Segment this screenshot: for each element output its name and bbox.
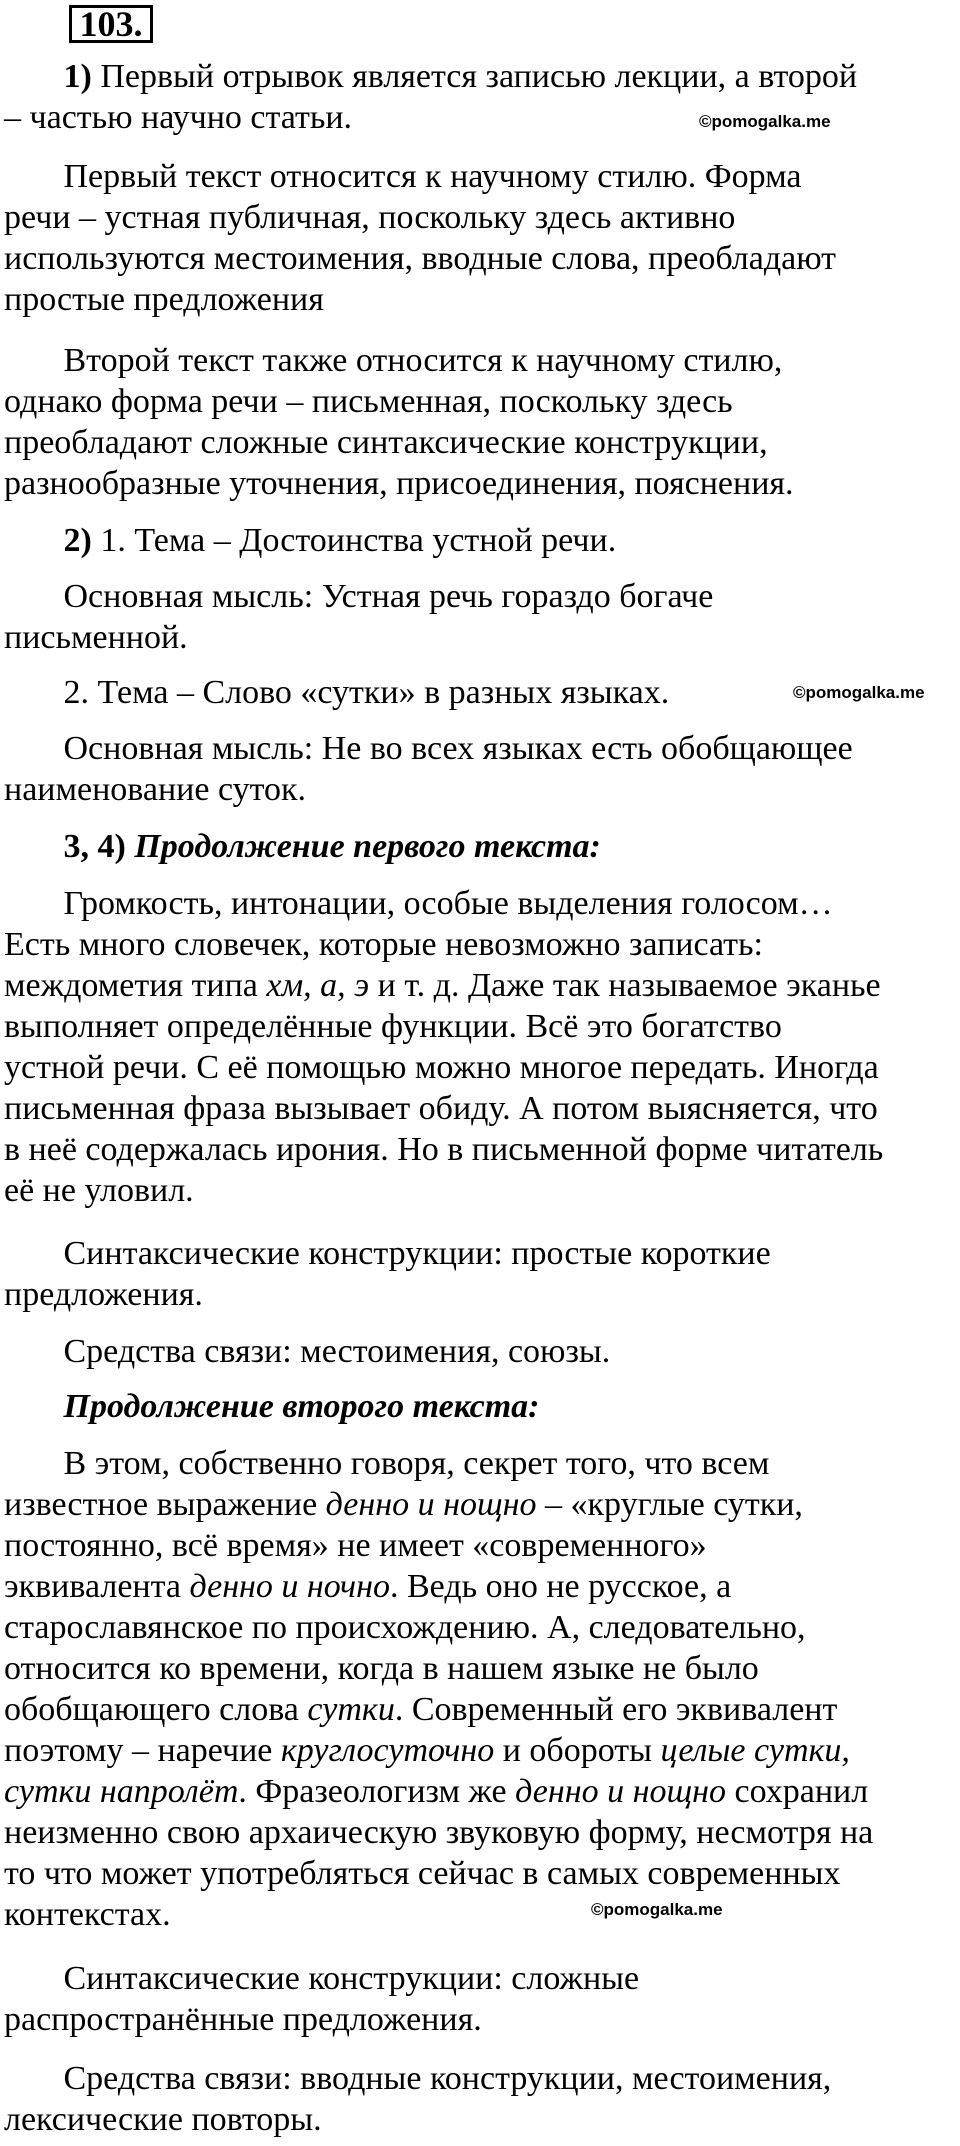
paragraph-13-text: – «круглые сутки, постоянно, всё время» не имеет «современного» эквивалента (4, 1486, 803, 1605)
paragraph-13-italic: круглосуточно (280, 1732, 495, 1769)
paragraph-14 (4, 1958, 956, 2040)
paragraph-15-text: Средства связи: вводные конструкции, местоимения, лексические повторы. (4, 2060, 832, 2138)
paragraph-10 (4, 1233, 956, 1315)
paragraph-9-italic: хм, а, э (266, 967, 370, 1004)
paragraph-13-text: В этом, собственно говоря, секрет того, что всем известное выражение (4, 1445, 770, 1523)
watermark: ©pomogalka.me (591, 1900, 723, 1919)
paragraph-3-text: Второй текст также относится к научному стилю, однако форма речи – письменная, поскольку здесь преобладают сложные синтаксические конструкции, разнообразные уточнения, присоединения, пояснения. (4, 342, 794, 502)
answer-marker-1: 1) (63, 58, 92, 95)
paragraph-13 (4, 1443, 956, 1935)
paragraph-13-italic: целые сутки, сутки напролёт (4, 1732, 850, 1810)
answer-marker-3: 3, 4) (63, 828, 126, 865)
paragraph-13-text: . Современный его эквивалент поэтому – наречие (4, 1691, 838, 1769)
paragraph-15 (4, 2058, 956, 2140)
paragraph-8 (4, 826, 956, 867)
answer-marker-2: 2) (63, 522, 92, 559)
paragraph-13-text: сохранил неизменно свою архаическую звуковую форму, несмотря на то что может употребляться сейчас в самых современных контекстах. (4, 1773, 874, 1933)
paragraph-9 (4, 883, 956, 1211)
paragraph-9-text: Громкость, интонации, особые выделения голосом… Есть много словечек, которые невозможно записать: междометия типа (4, 885, 833, 1004)
exercise-number: 103. (69, 5, 153, 43)
section-heading-1: Продолжение первого текста: (134, 828, 601, 865)
paragraph-11-text: Средства связи: местоимения, союзы. (63, 1333, 611, 1370)
paragraph-11 (4, 1331, 956, 1372)
paragraph-1-text: Первый отрывок является записью лекции, а второй – частью научно статьи. (4, 58, 858, 136)
paragraph-5-text: Основная мысль: Устная речь гораздо богаче письменной. (4, 578, 714, 656)
paragraph-10-text: Синтаксические конструкции: простые короткие предложения. (4, 1235, 771, 1313)
watermark: ©pomogalka.me (699, 112, 831, 131)
paragraph-13-italic: денно и нощно (515, 1773, 726, 1810)
paragraph-3 (4, 340, 956, 504)
watermark: ©pomogalka.me (793, 683, 925, 702)
paragraph-6-text: 2. Тема – Слово «сутки» в разных языках. (63, 674, 670, 711)
paragraph-4 (4, 520, 956, 561)
paragraph-7 (4, 728, 956, 810)
paragraph-5 (4, 576, 956, 658)
paragraph-13-italic: денно и ночно (189, 1568, 390, 1605)
paragraph-14-text: Синтаксические конструкции: сложные распространённые предложения. (4, 1960, 640, 2038)
paragraph-13-text: и обороты (494, 1732, 661, 1769)
paragraph-7-text: Основная мысль: Не во всех языках есть обобщающее наименование суток. (4, 730, 853, 808)
paragraph-13-text: . Фразеологизм же (238, 1773, 516, 1810)
paragraph-9-text: и т. д. Даже так называемое эканье выполняет определённые функции. Всё это богатство устной речи. С её помощью можно многое передать. Иногда письменная фраза вызывает обиду. А потом выясняется, что в неё содержалась ирония. Но в письменной форме читатель её не уловил. (4, 967, 884, 1209)
paragraph-2 (4, 156, 956, 320)
paragraph-2-text: Первый текст относится к научному стилю. Форма речи – устная публичная, поскольку здесь активно используются местоимения, вводные слова, преобладают простые предложения (4, 158, 837, 318)
paragraph-13-italic: сутки (307, 1691, 395, 1728)
paragraph-4-text: 1. Тема – Достоинства устной речи. (91, 522, 617, 559)
paragraph-13-italic: денно и нощно (325, 1486, 537, 1523)
paragraph-13-text: . Ведь оно не русское, а старославянское по происхождению. А, следовательно, относится ко времени, когда в нашем языке не было обобщающего слова (4, 1568, 806, 1728)
section-heading-2: Продолжение второго текста: (63, 1388, 540, 1425)
paragraph-12 (4, 1386, 956, 1427)
